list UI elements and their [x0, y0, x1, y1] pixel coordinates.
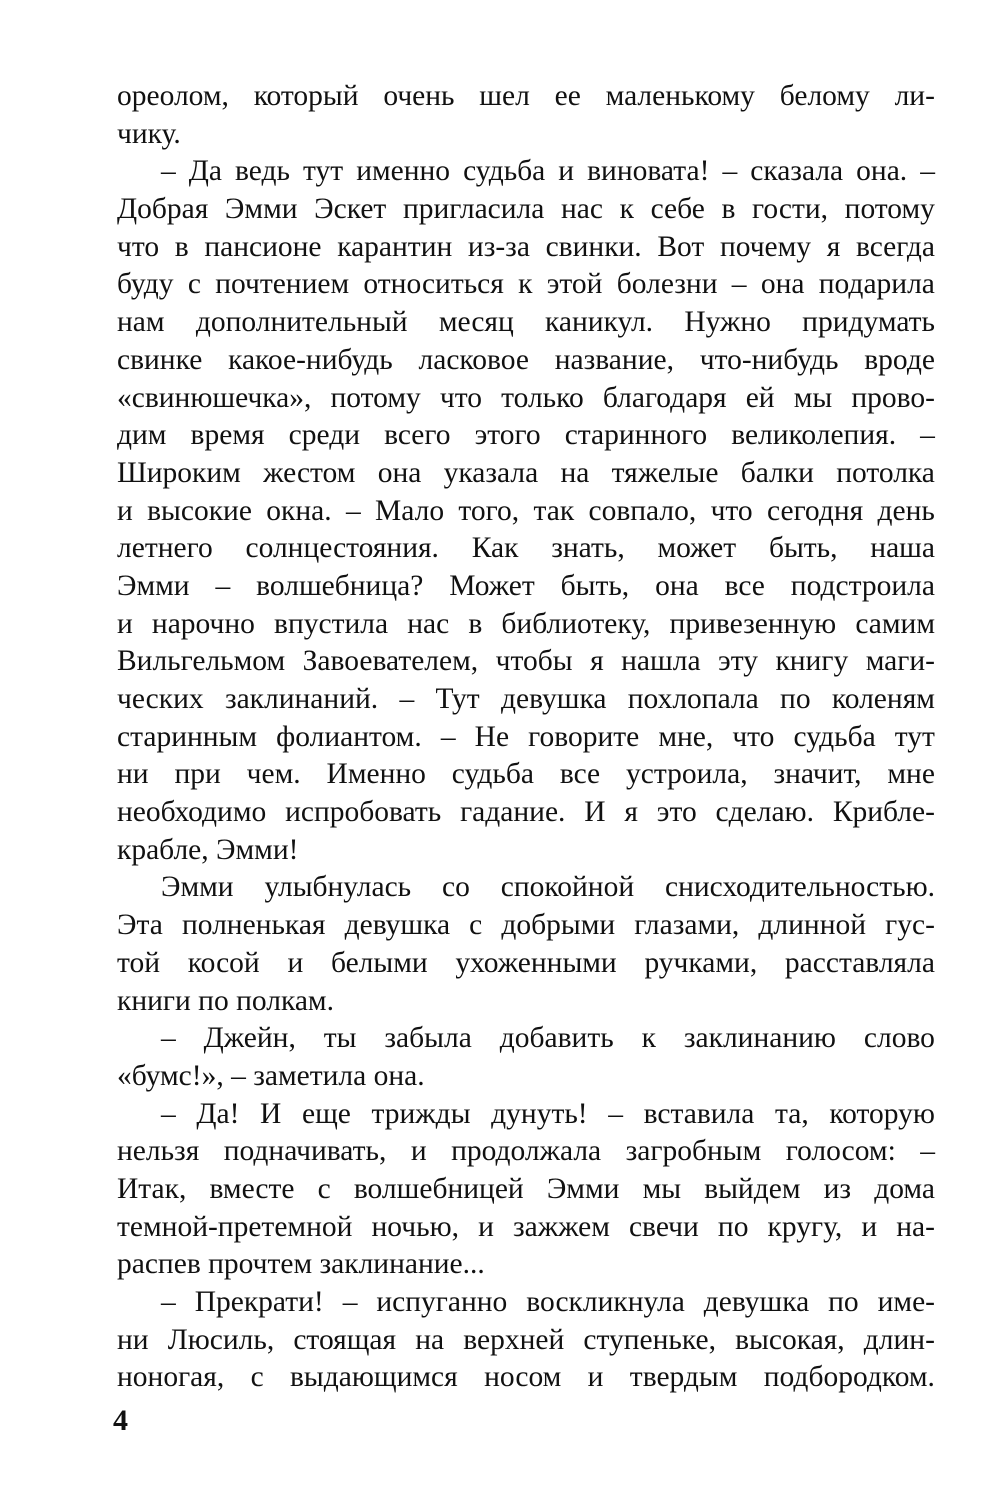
word: белыми: [330, 946, 428, 979]
word: в: [468, 607, 483, 640]
body-text: [117, 78, 935, 1397]
word: Итак,: [117, 1172, 187, 1205]
text-line: [117, 794, 935, 832]
word: косой: [187, 946, 260, 979]
word: летнего: [117, 532, 213, 565]
word: темной-претемной: [117, 1210, 353, 1243]
word: И: [584, 796, 606, 829]
word: из-за: [467, 230, 530, 263]
word: благодаря: [602, 381, 727, 414]
word: этой: [546, 268, 603, 301]
word: старинного: [564, 419, 708, 452]
word: голосом:: [785, 1135, 896, 1168]
word: Эмми: [224, 193, 298, 226]
word: месяц: [438, 306, 514, 339]
word: на: [415, 1323, 445, 1356]
word: которую: [829, 1097, 935, 1130]
word: –: [342, 1286, 358, 1318]
word: и: [478, 1210, 494, 1243]
word: в: [174, 230, 189, 263]
word: ночью,: [371, 1210, 459, 1243]
word: Эта: [117, 909, 163, 942]
word: гости,: [752, 193, 829, 226]
word: продолжала: [451, 1135, 602, 1168]
word: эту: [718, 645, 758, 678]
word: каникул.: [545, 306, 654, 339]
page-number: 4: [113, 1404, 128, 1437]
word: название,: [554, 343, 674, 376]
word: чтобы: [495, 645, 573, 678]
word: заклинанию: [683, 1022, 836, 1055]
word: что-нибудь: [699, 343, 839, 376]
word: Завоевателем,: [302, 645, 479, 678]
word: себе: [650, 193, 705, 226]
word: совпало,: [588, 494, 697, 527]
word: еще: [301, 1097, 351, 1130]
word: именно: [356, 155, 451, 188]
word: судьба: [451, 758, 534, 791]
word: дим: [117, 419, 167, 452]
word: почему: [719, 230, 812, 263]
word: Мало: [375, 494, 445, 527]
word: Джейн,: [203, 1022, 296, 1055]
text-line: [117, 342, 935, 380]
text-line: [117, 1171, 935, 1209]
text-line: [117, 756, 935, 794]
word: расставляла: [784, 946, 935, 979]
word: гадание.: [460, 796, 566, 829]
word: и: [587, 1361, 604, 1394]
word: великолепия.: [731, 419, 897, 452]
word: все: [724, 569, 765, 602]
word: судьба: [793, 720, 876, 753]
word: ческих: [117, 683, 204, 715]
word: забыла: [384, 1022, 472, 1055]
word: вставила: [643, 1097, 755, 1130]
word: верхней: [463, 1323, 565, 1356]
word: нам: [117, 306, 165, 339]
word: подначивать,: [223, 1135, 387, 1168]
word: Люсиль,: [167, 1323, 275, 1356]
word: Как: [471, 532, 519, 565]
word: чем.: [246, 758, 301, 791]
word: дома: [874, 1172, 935, 1205]
word: И: [260, 1097, 282, 1130]
word: придумать: [802, 306, 935, 339]
word: –: [731, 268, 747, 301]
word: впустила: [274, 607, 389, 640]
word: ухоженными: [455, 946, 617, 979]
text-line: [117, 719, 935, 757]
word: указала: [443, 456, 539, 489]
word: Да!: [196, 1097, 240, 1130]
word: фолиантом.: [276, 720, 422, 753]
word: выйдем: [704, 1172, 801, 1205]
word: из: [823, 1172, 852, 1205]
text-line: [117, 153, 935, 191]
word: нарочно: [151, 607, 255, 640]
word: Добрая: [117, 193, 209, 226]
word: дополнительный: [195, 306, 408, 339]
word: на-: [896, 1210, 935, 1243]
word: вроде: [864, 343, 935, 376]
word: среди: [288, 419, 360, 452]
word: пригласила: [402, 193, 545, 226]
word: высокие: [147, 494, 252, 527]
word: ведь: [235, 155, 290, 188]
word: мне,: [658, 720, 714, 753]
word: очень: [383, 80, 455, 112]
text-line: книги по полкам.: [117, 984, 334, 1017]
word: необходимо: [117, 796, 267, 829]
word: нас: [407, 607, 450, 640]
word: выдающимся: [290, 1361, 458, 1394]
text-line: [117, 78, 935, 116]
word: подбородком.: [763, 1361, 935, 1394]
word: спокойной: [500, 871, 635, 904]
word: улыбнулась: [264, 871, 412, 904]
word: волшебницей: [353, 1172, 524, 1205]
word: кругу,: [767, 1210, 843, 1243]
word: тяжелые: [611, 456, 719, 489]
word: солнцестояния.: [245, 532, 439, 565]
word: Тут: [435, 683, 480, 715]
word: что: [710, 494, 753, 527]
word: –: [608, 1097, 623, 1130]
text-line: «бумс!», – заметила она.: [117, 1059, 425, 1092]
word: она: [377, 456, 422, 489]
word: –: [440, 720, 456, 753]
word: пансионе: [204, 230, 322, 263]
word: подарила: [818, 268, 935, 301]
word: похлопала: [627, 683, 759, 715]
word: –: [722, 155, 738, 188]
word: только: [501, 381, 584, 414]
word: ни: [117, 758, 149, 791]
word: испробовать: [285, 796, 442, 829]
word: снисходительностью.: [665, 871, 935, 904]
word: мы: [642, 1172, 682, 1205]
word: Крибле-: [832, 796, 935, 829]
word: потому: [330, 381, 421, 414]
word: белому: [779, 80, 870, 112]
word: балки: [740, 456, 814, 489]
word: так: [533, 494, 575, 527]
word: дунуть!: [491, 1097, 588, 1130]
word: свечи: [628, 1210, 699, 1243]
word: болезни: [616, 268, 718, 301]
word: –: [920, 419, 935, 452]
word: –: [161, 1022, 176, 1055]
word: ласковое: [418, 343, 529, 376]
word: длинной: [758, 909, 867, 942]
word: Вот: [657, 230, 705, 263]
word: –: [161, 155, 176, 188]
word: шел: [479, 80, 530, 112]
word: трижды: [371, 1097, 471, 1130]
word: ступеньке,: [583, 1323, 716, 1356]
word: тут: [894, 720, 935, 753]
word: и: [861, 1210, 878, 1243]
word: –: [920, 1135, 935, 1168]
word: сегодня: [767, 494, 864, 527]
word: «свинюшечка»,: [117, 381, 312, 414]
word: привезенную: [669, 607, 837, 640]
word: ей: [745, 381, 775, 414]
text-line: [117, 681, 935, 719]
word: день: [877, 494, 935, 527]
word: какое-нибудь: [228, 343, 393, 376]
word: нас: [561, 193, 603, 226]
word: что: [117, 230, 160, 263]
word: Эмми: [546, 1172, 620, 1205]
word: добрыми: [501, 909, 616, 942]
text-line: [117, 1133, 935, 1171]
word: знать,: [551, 532, 625, 565]
word: я: [624, 796, 638, 829]
word: который: [253, 80, 359, 112]
word: –: [161, 1097, 176, 1130]
word: к: [518, 268, 533, 301]
word: –: [161, 1286, 176, 1318]
word: нельзя: [117, 1135, 200, 1168]
word: девушка: [344, 909, 451, 942]
word: добавить: [499, 1022, 614, 1055]
word: маленькому: [605, 80, 755, 112]
word: что: [439, 381, 482, 414]
word: твердым: [629, 1361, 738, 1394]
text-line: [117, 945, 935, 983]
word: с: [317, 1172, 331, 1205]
word: и: [117, 607, 133, 640]
word: она: [655, 569, 699, 602]
word: что: [732, 720, 775, 753]
word: свинки.: [545, 230, 642, 263]
word: самим: [855, 607, 935, 640]
word: мне: [887, 758, 935, 791]
word: ручками,: [644, 946, 758, 979]
word: и: [558, 155, 575, 188]
word: зажжем: [512, 1210, 610, 1243]
text-line: крабле, Эмми!: [117, 833, 299, 866]
word: жестом: [263, 456, 356, 489]
word: –: [215, 569, 231, 602]
text-line: чику.: [117, 117, 181, 150]
word: и: [287, 946, 304, 979]
word: карантин: [337, 230, 453, 263]
word: она: [760, 268, 805, 301]
word: сказала: [750, 155, 844, 188]
word: быть,: [768, 532, 838, 565]
word: име-: [877, 1286, 935, 1318]
text-line: [117, 643, 935, 681]
word: судьба: [463, 155, 546, 188]
word: с: [187, 268, 201, 301]
text-line: [117, 568, 935, 606]
word: всего: [384, 419, 451, 452]
text-line: [117, 1284, 935, 1322]
word: по: [828, 1286, 859, 1318]
word: гус-: [885, 909, 935, 942]
word: всегда: [855, 230, 935, 263]
text-line: [117, 417, 935, 455]
word: мы: [793, 381, 833, 414]
word: загробным: [625, 1135, 762, 1168]
word: та,: [774, 1097, 809, 1130]
word: глазами,: [634, 909, 740, 942]
word: воскликнула: [526, 1286, 685, 1318]
word: ты: [323, 1022, 357, 1055]
word: и: [117, 494, 133, 527]
word: все: [559, 758, 601, 791]
word: при: [174, 758, 221, 791]
word: относиться: [363, 268, 504, 301]
word: значит,: [773, 758, 862, 791]
word: со: [442, 871, 470, 904]
word: по: [780, 683, 811, 715]
word: ореолом,: [117, 80, 229, 112]
word: –: [345, 494, 361, 527]
word: я: [590, 645, 604, 678]
word: книгу: [775, 645, 849, 678]
word: свинке: [117, 343, 203, 376]
word: время: [190, 419, 265, 452]
word: девушка: [703, 1286, 810, 1318]
text-line: распев прочтем заклинание...: [117, 1248, 485, 1281]
word: сделаю.: [715, 796, 814, 829]
word: Не: [474, 720, 510, 753]
word: окна.: [266, 494, 332, 527]
word: носом: [484, 1361, 562, 1394]
word: библиотеку,: [501, 607, 651, 640]
text-line: [117, 304, 935, 342]
word: виновата!: [587, 155, 710, 188]
word: и: [410, 1135, 427, 1168]
word: я: [826, 230, 841, 263]
word: Может: [449, 569, 535, 602]
word: Эмми: [161, 871, 234, 904]
word: Нужно: [684, 306, 771, 339]
word: полненькая: [181, 909, 326, 942]
word: прово-: [851, 381, 935, 414]
word: маги-: [865, 645, 935, 678]
text-line: [117, 606, 935, 644]
word: подстроила: [790, 569, 935, 602]
word: того,: [458, 494, 520, 527]
word: –: [399, 683, 415, 715]
text-line: [117, 1020, 935, 1058]
word: почтением: [215, 268, 350, 301]
word: тут: [303, 155, 344, 188]
word: той: [117, 946, 161, 979]
text-line: [117, 907, 935, 945]
word: –: [920, 155, 935, 188]
word: Вильгельмом: [117, 645, 286, 678]
word: по: [717, 1210, 749, 1243]
word: ее: [554, 80, 581, 112]
text-line: [117, 1096, 935, 1134]
word: ноногая,: [117, 1361, 225, 1394]
word: на: [560, 456, 590, 489]
text-line: [117, 493, 935, 531]
word: Именно: [326, 758, 426, 791]
word: к: [619, 193, 634, 226]
word: буду: [117, 268, 174, 301]
word: потому: [844, 193, 935, 226]
word: этого: [474, 419, 541, 452]
word: высокая,: [735, 1323, 845, 1356]
word: заклинаний.: [224, 683, 379, 715]
word: Широким: [117, 456, 241, 489]
word: это: [656, 796, 697, 829]
word: говорите: [528, 720, 640, 753]
word: к: [641, 1022, 656, 1055]
text-line: [117, 455, 935, 493]
word: Прекрати!: [194, 1286, 324, 1318]
word: быть,: [560, 569, 630, 602]
text-line: [117, 1359, 935, 1397]
word: устроила,: [626, 758, 748, 791]
word: потолка: [836, 456, 935, 489]
word: длин-: [863, 1323, 935, 1356]
text-line: [117, 229, 935, 267]
word: Да: [188, 155, 222, 188]
word: девушка: [501, 683, 607, 715]
word: Эскет: [314, 193, 387, 226]
word: с: [250, 1361, 264, 1394]
word: может: [657, 532, 737, 565]
word: испуганно: [376, 1286, 508, 1318]
text-line: [117, 380, 935, 418]
word: наша: [870, 532, 935, 565]
word: в: [721, 193, 736, 226]
word: слово: [863, 1022, 935, 1055]
text-line: [117, 530, 935, 568]
word: коленям: [831, 683, 935, 715]
text-line: [117, 1209, 935, 1247]
word: с: [469, 909, 483, 942]
word: стоящая: [293, 1323, 397, 1356]
text-line: [117, 266, 935, 304]
text-line: [117, 869, 935, 907]
word: Эмми: [117, 569, 190, 602]
word: нашла: [621, 645, 701, 678]
word: старинным: [117, 720, 258, 753]
word: вместе: [209, 1172, 295, 1205]
word: ни: [117, 1323, 149, 1356]
word: волшебница?: [256, 569, 424, 602]
text-line: [117, 1322, 935, 1360]
word: ли-: [894, 80, 935, 112]
text-line: [117, 191, 935, 229]
word: она.: [856, 155, 908, 188]
